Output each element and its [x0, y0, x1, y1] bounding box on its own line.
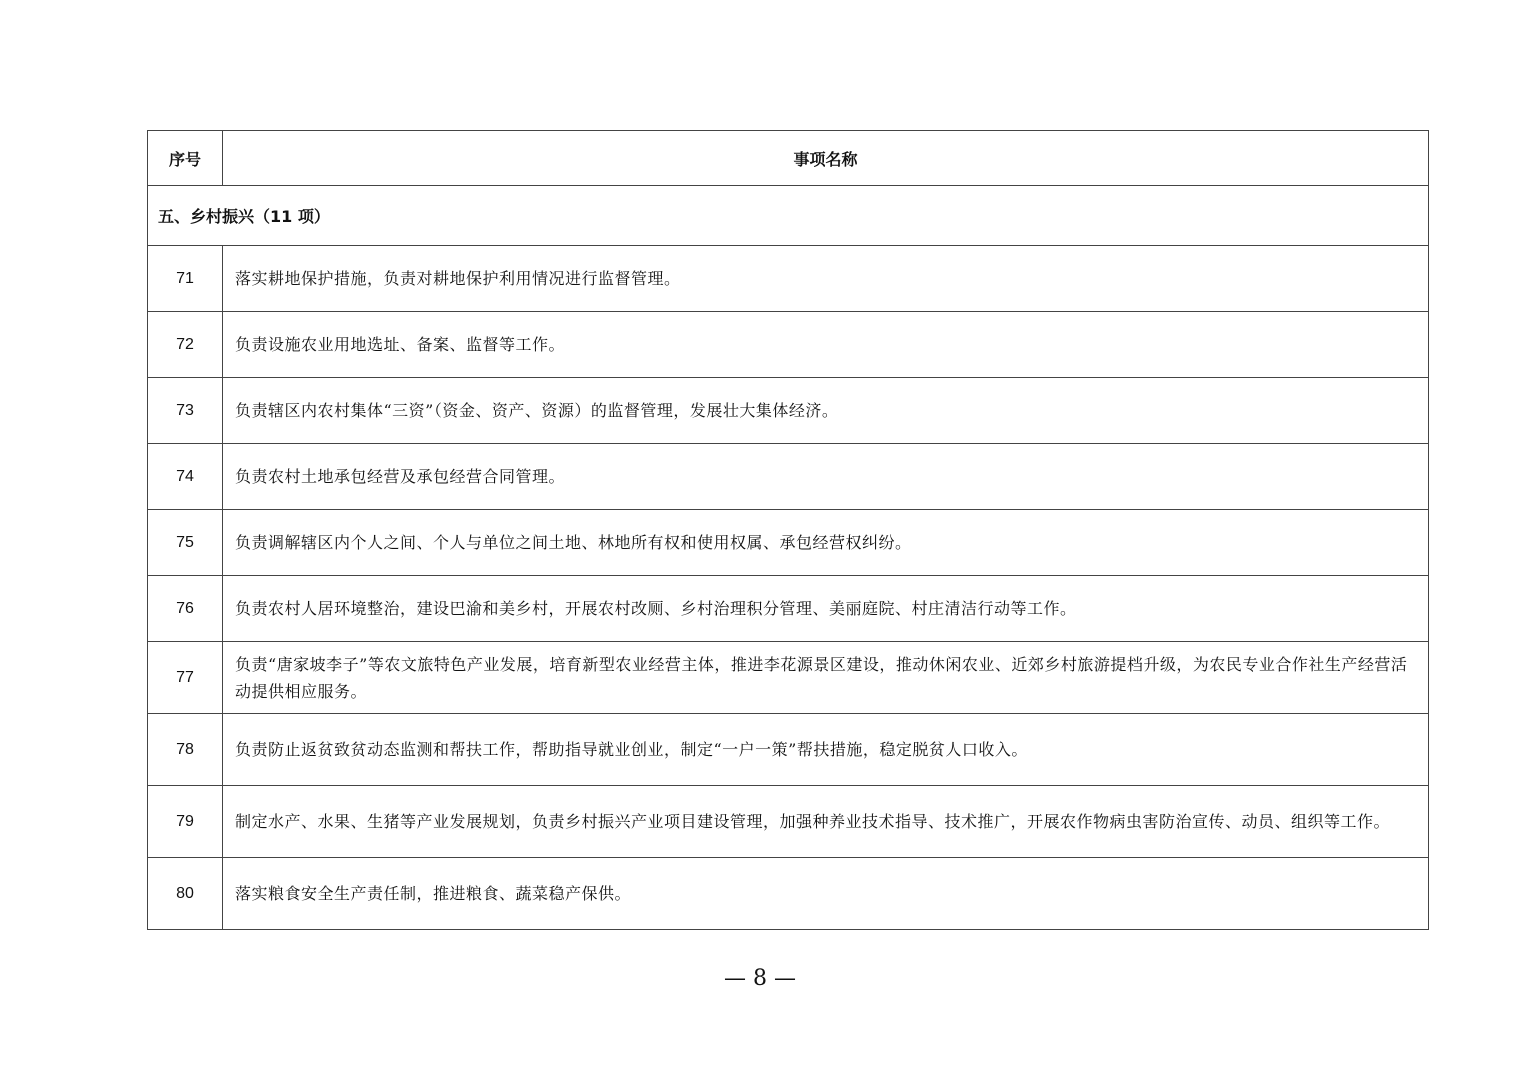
row-number: 77	[148, 642, 223, 714]
table-row	[148, 642, 1429, 714]
row-item-name: 负责“唐家坡李子”等农文旅特色产业发展，培育新型农业经营主体，推进李花源景区建设，推动休闲农业、近郊乡村旅游提档升级，为农民专业合作社生产经营活动提供相应服务。	[223, 642, 1429, 714]
row-number: 76	[148, 576, 223, 642]
row-number: 73	[148, 378, 223, 444]
table-row	[148, 576, 1429, 642]
items-table	[147, 130, 1429, 930]
row-number: 80	[148, 858, 223, 930]
row-item-name: 负责设施农业用地选址、备案、监督等工作。	[223, 312, 1429, 378]
row-number: 79	[148, 786, 223, 858]
header-serial-number: 序号	[148, 131, 223, 186]
section-title: 五、乡村振兴（11 项）	[148, 186, 1429, 246]
row-number: 78	[148, 714, 223, 786]
table-row	[148, 858, 1429, 930]
table-row	[148, 714, 1429, 786]
row-number: 75	[148, 510, 223, 576]
page-number: — 8 —	[724, 966, 796, 991]
row-item-name: 落实粮食安全生产责任制，推进粮食、蔬菜稳产保供。	[223, 858, 1429, 930]
table-row	[148, 378, 1429, 444]
row-item-name: 落实耕地保护措施，负责对耕地保护利用情况进行监督管理。	[223, 246, 1429, 312]
table-row	[148, 510, 1429, 576]
row-number: 72	[148, 312, 223, 378]
table-row	[148, 312, 1429, 378]
table-header-row	[148, 131, 1429, 186]
table-row	[148, 444, 1429, 510]
row-item-name: 制定水产、水果、生猪等产业发展规划，负责乡村振兴产业项目建设管理，加强种养业技术指导、技术推广，开展农作物病虫害防治宣传、动员、组织等工作。	[223, 786, 1429, 858]
row-number: 74	[148, 444, 223, 510]
row-item-name: 负责辖区内农村集体“三资”（资金、资产、资源）的监督管理，发展壮大集体经济。	[223, 378, 1429, 444]
row-item-name: 负责农村土地承包经营及承包经营合同管理。	[223, 444, 1429, 510]
row-item-name: 负责农村人居环境整治，建设巴渝和美乡村，开展农村改厕、乡村治理积分管理、美丽庭院、村庄清洁行动等工作。	[223, 576, 1429, 642]
section-row	[148, 186, 1429, 246]
row-item-name: 负责防止返贫致贫动态监测和帮扶工作，帮助指导就业创业，制定“一户一策”帮扶措施，稳定脱贫人口收入。	[223, 714, 1429, 786]
header-item-name: 事项名称	[223, 131, 1429, 186]
row-item-name: 负责调解辖区内个人之间、个人与单位之间土地、林地所有权和使用权属、承包经营权纠纷。	[223, 510, 1429, 576]
row-number: 71	[148, 246, 223, 312]
table-row	[148, 246, 1429, 312]
table-row	[148, 786, 1429, 858]
